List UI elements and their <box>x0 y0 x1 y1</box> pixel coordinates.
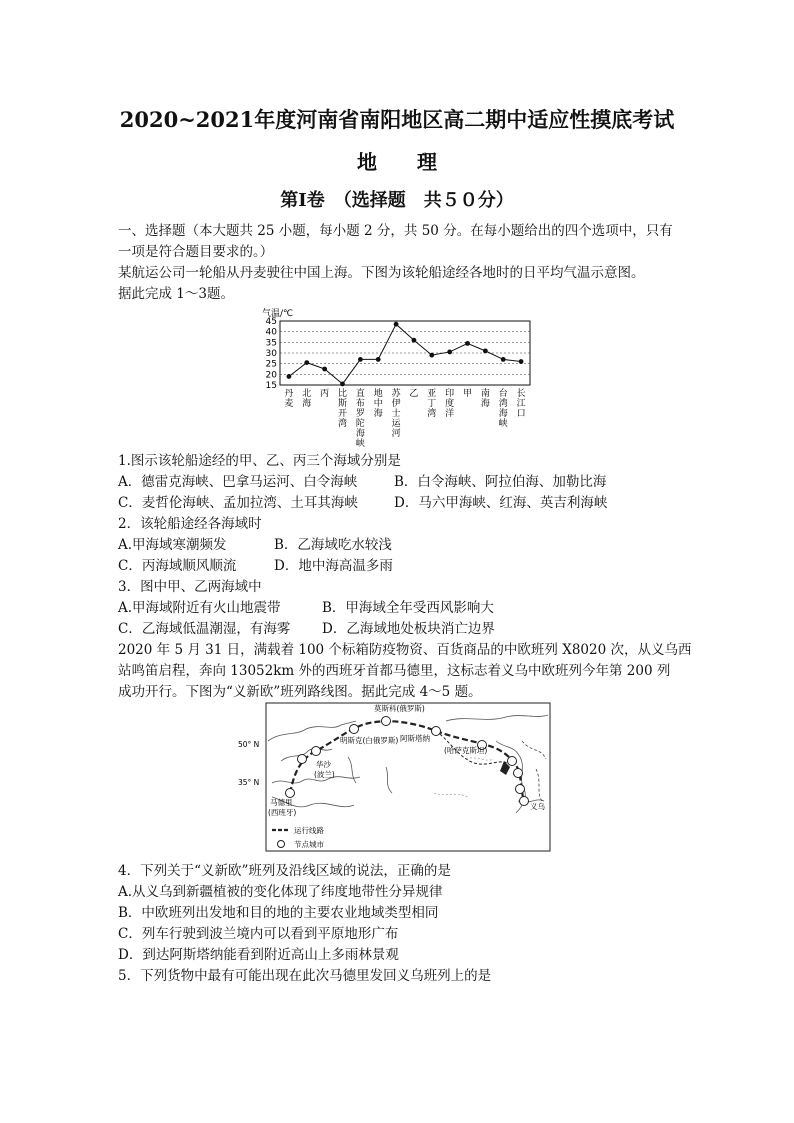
lat-35-label: 35° N <box>238 778 260 787</box>
x-category-label: 南海 <box>480 389 490 409</box>
q2-option-a: A.甲海域寒潮频发 <box>118 537 227 553</box>
data-point <box>340 382 345 387</box>
q1-option-a: A．德雷克海峡、巴拿马运河、白令海峡 <box>118 474 358 490</box>
q3-option-c: C．乙海域低温潮湿，有海雾 <box>118 621 291 637</box>
q2-option-c: C．丙海域顺风顺流 <box>118 558 237 574</box>
q3-option-d: D．乙海域地处板块消亡边界 <box>322 621 495 637</box>
data-point <box>447 350 452 355</box>
question-4: 4．下列关于“义新欧”班列及沿线区域的说法，正确的是 <box>118 863 451 879</box>
data-point <box>412 338 417 343</box>
madrid-node <box>286 789 295 798</box>
y-tick-label: 40 <box>265 327 277 338</box>
x-category-label: 亚丁湾 <box>427 389 437 419</box>
q1-option-b: B．白令海峡、阿拉伯海、加勒比海 <box>394 474 607 490</box>
yiwu-label: 义乌 <box>530 802 545 811</box>
passage1-line1: 某航运公司一轮船从丹麦驶往中国上海。下图为该轮船途经各地时的日平均气温示意图。 <box>118 265 645 281</box>
y-tick-label: 45 <box>265 317 277 327</box>
x-category-label: 地中海 <box>373 389 383 419</box>
q2-option-b: B．乙海域吃水较浅 <box>274 537 392 553</box>
question-5: 5．下列货物中最有可能出现在此次马德里发回义乌班列上的是 <box>118 968 492 984</box>
city-node <box>298 755 307 764</box>
data-point <box>465 341 470 346</box>
minsk-node <box>350 725 359 734</box>
data-point <box>322 367 327 372</box>
moscow-label: 莫斯科(俄罗斯) <box>374 704 425 713</box>
question-1: 1.图示该轮船途经的甲、乙、丙三个海域分别是 <box>118 453 401 469</box>
x-category-label: 丹麦 <box>284 389 294 409</box>
minsk-label: 明斯克(白俄罗斯) <box>340 736 399 745</box>
data-point <box>394 322 399 327</box>
astana-node <box>432 727 441 736</box>
city-node <box>514 769 523 778</box>
q1-option-c: C．麦哲伦海峡、孟加拉湾、土耳其海峡 <box>118 495 358 511</box>
q1-option-d: D．马六甲海峡、红海、英吉利海峡 <box>394 495 608 511</box>
data-point <box>483 348 488 353</box>
q4-option-c: C．列车行驶到波兰境内可以看到平原地形广布 <box>118 926 399 942</box>
passage1-line2: 据此完成 1～3题。 <box>118 286 234 302</box>
instructions-line2: 一项是符合题目要求的。） <box>118 244 274 260</box>
y-tick-label: 35 <box>265 338 277 349</box>
x-category-label: 台湾海峡 <box>498 389 508 429</box>
subject-title: 地 理 <box>357 150 437 174</box>
passage2-line1: 2020 年 5 月 31 日，满载着 100 个标箱防疫物资、百货商品的中欧班列 X8020 次，从义乌西 <box>118 642 692 658</box>
x-category-label: 直布罗陀海峡 <box>355 389 365 447</box>
legend-city-label: 节点城市 <box>294 840 324 849</box>
legend-route-label: 运行线路 <box>294 826 324 835</box>
temperature-series-line <box>289 324 521 384</box>
yiwu-node <box>520 797 529 806</box>
x-category-label: 甲 <box>462 389 473 399</box>
q4-option-b: B．中欧班列出发地和目的地的主要农业地域类型相同 <box>118 905 439 921</box>
chart-ylabel: 气温/℃ <box>262 309 294 319</box>
x-category-label: 长江口 <box>516 389 526 419</box>
x-category-label: 乙 <box>409 389 419 399</box>
y-tick-label: 15 <box>265 381 277 391</box>
moscow-node <box>382 717 391 726</box>
data-point <box>304 360 309 365</box>
poland-label: (波兰) <box>314 770 335 779</box>
data-point <box>287 374 292 379</box>
warsaw-node <box>312 747 321 756</box>
q3-option-a: A.甲海域附近有火山地震带 <box>118 600 281 616</box>
passage2-line2: 站鸣笛启程，奔向 13052km 外的西班牙首都马德里，这标志着义乌中欧班列今年第 200 列 <box>118 663 671 679</box>
q2-option-d: D．地中海高温多雨 <box>274 558 393 574</box>
instructions-line1: 一、选择题（本大题共 25 小题，每小题 2 分，共 50 分。在每小题给出的四个选项中，只有 <box>118 223 673 239</box>
kazakhstan-label: (哈萨克斯坦) <box>444 746 488 755</box>
q3-option-b: B．甲海域全年受西风影响大 <box>322 600 494 616</box>
passage2-line3: 成功开行。下图为“义新欧”班列路线图。据此完成 4～5 题。 <box>118 684 482 700</box>
astana-label: 阿斯塔纳 <box>400 734 430 743</box>
lat-50-label: 50° N <box>238 740 260 749</box>
spain-label: (西班牙) <box>268 808 297 817</box>
route-map <box>236 701 556 853</box>
data-point <box>429 353 434 358</box>
legend-city-symbol <box>278 841 285 848</box>
data-point <box>358 357 363 362</box>
q4-option-d: D．到达阿斯塔纳能看到附近高山上多雨林景观 <box>118 947 399 963</box>
section-title: 第Ⅰ卷 （选择题 共５０分） <box>280 190 514 211</box>
exam-title: 2020~2021年度河南省南阳地区高二期中适应性摸底考试 <box>119 107 675 132</box>
x-category-label: 丙 <box>320 389 330 399</box>
y-tick-label: 30 <box>265 349 277 359</box>
q4-option-a: A.从义乌到新疆植被的变化体现了纬度地带性分异规律 <box>118 884 443 900</box>
madrid-label: 马德里 <box>270 798 293 807</box>
x-category-label: 印度洋 <box>445 389 455 419</box>
question-2: 2．该轮船途经各海域时 <box>118 516 262 532</box>
data-point <box>519 359 524 364</box>
x-category-label: 苏伊士运河 <box>391 389 401 439</box>
city-node <box>516 785 525 794</box>
x-category-label: 比斯开湾 <box>337 389 348 429</box>
question-3: 3．图中甲、乙两海域中 <box>118 579 262 595</box>
y-tick-label: 25 <box>265 359 277 370</box>
city-node <box>508 757 517 766</box>
data-point <box>501 357 506 362</box>
y-tick-label: 20 <box>265 370 277 381</box>
data-point <box>376 357 381 362</box>
temperature-chart <box>258 305 538 447</box>
x-category-label: 北海 <box>302 389 312 409</box>
warsaw-label: 华沙 <box>316 760 331 769</box>
